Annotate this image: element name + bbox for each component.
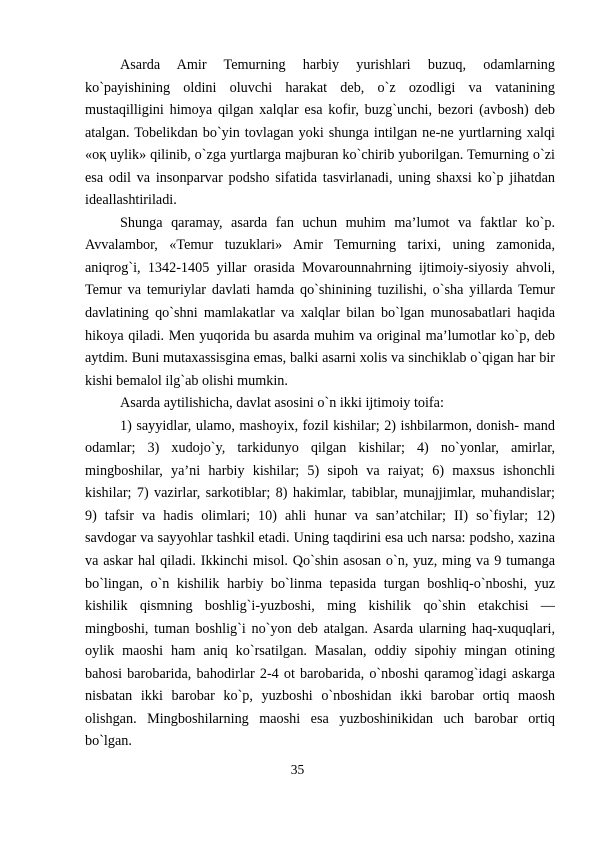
paragraph-4: 1) sayyidlar, ulamo, mashoyix, fozil kishilar; 2) ishbilarmon, donish- mand odamlar; 3) xudojo`y, tarkidunyo qilgan kishilar; 4) no`yonlar, amirlar, mingboshilar, ya’ni harbiy kishilar; 5) sipoh va raiyat; 6) maxsus ishonchli kishilar; 7) vazirlar, sarkotiblar; 8) hakimlar, tabiblar, munajjimlar, muhandislar; 9) tafsir va hadis olimlari; 10) ahli hunar va san’atchilar; II) so`fiylar; 12) savdogar va sayyohlar tashkil etadi. Uning taqdirini esa uch narsa: podsho, xazina va askar hal qiladi. Ikkinchi misol. Qo`shin asosan o`n, yuz, ming va 9 tumanga bo`lingan, o`n kishilik harbiy bo`linma tepasida turgan boshliq-o`nboshi, yuz kishilik qismning boshlig`i-yuzboshi, ming kishilik qo`shin etakchisi — mingboshi, tuman boshlig`i no`yon deb atalgan. Asarda ularning haq-xuquqlari, oylik maoshi ham aniq ko`rsatilgan. Masalan, oddiy sipohiy mingan otining bahosi barobarida, bahodirlar 2-4 ot barobarida, o`nboshi qaramog`idagi askarga nisbatan ikki barobar ko`p, yuzboshi o`nboshidan ikki barobar ortiq maosh olishgan. Mingboshilarning maoshi esa yuzboshinikidan uch barobar ortiq bo`lgan.	[85, 417, 555, 750]
body-text	[85, 54, 555, 753]
paragraph-1: Asarda Amir Temurning harbiy yurishlari buzuq, odamlarning ko`payishining oldini oluvchi harakat deb, o`z ozodligi va vatanining mustaqilligini himoya qilgan xalqlar esa kofir, buzg`unchi, bezori (avbosh) deb atalgan. Tobelikdan bo`yin tovlagan yoki shunga intilgan ne-ne yurtlarning xalqi «oқ uylik» qilinib, o`zga yurtlarga majburan ko`chirib yuborilgan. Temurning o`zi esa odil va insonparvar podsho sifatida tasvirlanadi, uning shaxsi ko`p jihatdan ideallashtiriladi.	[85, 57, 555, 209]
page-number: 35	[290, 762, 305, 777]
paragraph-2: Shunga qaramay, asarda fan uchun muhim ma’lumot va faktlar ko`p. Avvalambor, «Temur tuzuklari» Amir Temurning tarixi, uning zamonida, aniqrog`i, 1342-1405 yillar orasida Movarounnahrning ijtimoiy-siyosiy ahvoli, Temur va temuriylar davlati hamda qo`shinining tuzilishi, o`sha yillarda Temur davlatining qo`shni mamlakatlar va xalqlar bilan bo`lgan munosabatlari haqida hikoya qiladi. Men yuqorida bu asarda muhim va original ma’lumotlar ko`p, deb aytdim. Buni mutaxassisgina emas, balki asarni xolis va sinchiklab o`qigan har bir kishi bemalol ilg`ab olishi mumkin.	[85, 214, 555, 389]
document-page	[85, 54, 555, 753]
paragraph-3: Asarda aytilishicha, davlat asosini o`n ikki ijtimoiy toifa:	[120, 395, 444, 412]
